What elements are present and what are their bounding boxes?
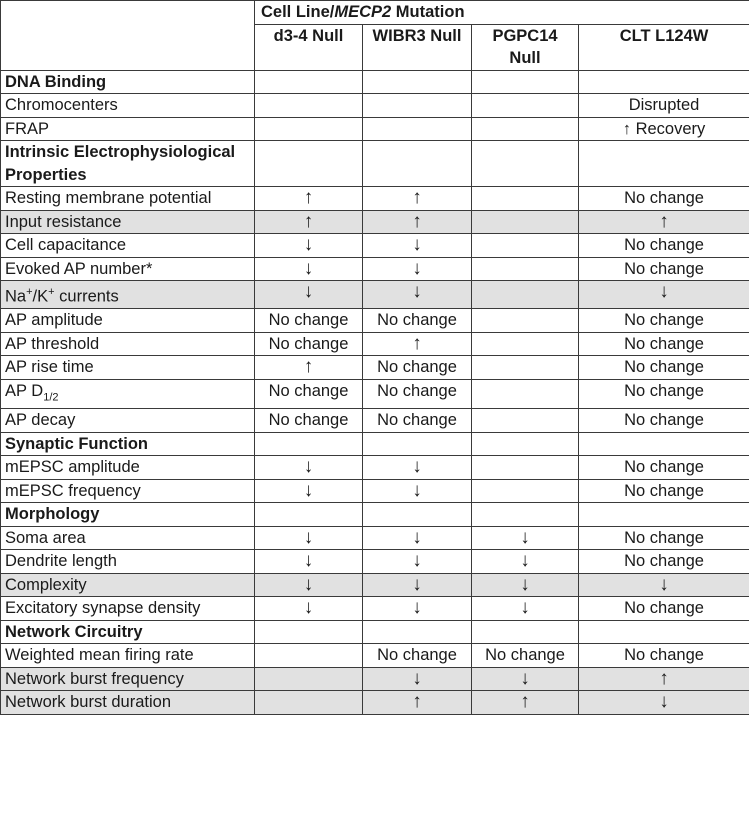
table-row-ap-d1-2 [1,379,749,409]
cell-d3-4: No change [255,309,363,333]
cell-pgpc14: ↓ [472,667,579,691]
cell-pgpc14 [472,281,579,309]
cell-pgpc14 [472,257,579,281]
cell-wibr3: ↑ [363,332,472,356]
cell-clt: No change [579,309,749,333]
cell-wibr3: ↑ [363,210,472,234]
table-body [1,70,749,714]
row-label: Resting membrane potential [1,187,255,211]
cell-pgpc14: ↓ [472,597,579,621]
header-group-row [1,1,749,25]
section-empty-cell [363,503,472,527]
row-label: mEPSC amplitude [1,456,255,480]
table-row-dendrite-length [1,550,749,574]
row-label: Dendrite length [1,550,255,574]
table-row-network-burst-duration [1,691,749,715]
table-row-ap-decay [1,409,749,433]
table-row-ap-threshold [1,332,749,356]
cell-pgpc14 [472,456,579,480]
table-row-mepsc-amplitude [1,456,749,480]
section-empty-cell [472,70,579,94]
section-empty-cell [255,432,363,456]
column-header-wibr3: WIBR3 Null [363,24,472,70]
cell-d3-4 [255,644,363,668]
cell-wibr3 [363,117,472,141]
section-empty-cell [255,620,363,644]
table-row-weighted-mean-firing-rate [1,644,749,668]
section-title: Intrinsic Electrophysiological Properties [1,141,255,187]
column-header-d3-4: d3-4 Null [255,24,363,70]
cell-d3-4: ↓ [255,550,363,574]
cell-wibr3: ↓ [363,667,472,691]
section-empty-cell [579,620,749,644]
header-group-title [255,1,749,25]
row-label: Chromocenters [1,94,255,118]
table-row-cell-capacitance [1,234,749,258]
row-label: Network burst frequency [1,667,255,691]
row-label: Network burst duration [1,691,255,715]
cell-d3-4: ↑ [255,210,363,234]
table-row-mepsc-frequency [1,479,749,503]
cell-d3-4 [255,117,363,141]
section-empty-cell [579,503,749,527]
row-label: AP amplitude [1,309,255,333]
cell-d3-4: ↓ [255,456,363,480]
cell-d3-4: No change [255,409,363,433]
cell-clt: ↑ [579,210,749,234]
section-row-network-circuitry [1,620,749,644]
cell-pgpc14 [472,479,579,503]
cell-clt: Disrupted [579,94,749,118]
cell-wibr3: No change [363,379,472,409]
section-empty-cell [255,70,363,94]
cell-clt: No change [579,187,749,211]
section-empty-cell [255,141,363,187]
section-empty-cell [363,620,472,644]
cell-clt: No change [579,379,749,409]
cell-clt: ↓ [579,691,749,715]
cell-pgpc14 [472,210,579,234]
cell-pgpc14 [472,94,579,118]
row-label: mEPSC frequency [1,479,255,503]
cell-clt: No change [579,356,749,380]
section-empty-cell [579,141,749,187]
cell-d3-4: ↑ [255,356,363,380]
cell-pgpc14 [472,379,579,409]
table-row-network-burst-frequency [1,667,749,691]
cell-d3-4: ↑ [255,187,363,211]
cell-d3-4: ↓ [255,257,363,281]
cell-d3-4: ↓ [255,526,363,550]
cell-d3-4: ↓ [255,479,363,503]
cell-d3-4 [255,94,363,118]
cell-d3-4 [255,691,363,715]
cell-wibr3: No change [363,309,472,333]
table-row-input-resistance [1,210,749,234]
section-empty-cell [472,503,579,527]
cell-wibr3: ↓ [363,281,472,309]
cell-wibr3: ↓ [363,479,472,503]
cell-d3-4: No change [255,332,363,356]
cell-clt: No change [579,456,749,480]
cell-wibr3: ↓ [363,234,472,258]
row-label: Soma area [1,526,255,550]
cell-clt: No change [579,550,749,574]
cell-d3-4: ↓ [255,573,363,597]
cell-clt: No change [579,526,749,550]
section-empty-cell [579,432,749,456]
cell-wibr3: No change [363,644,472,668]
cell-pgpc14 [472,356,579,380]
row-label: Cell capacitance [1,234,255,258]
table-row-chromocenters [1,94,749,118]
cell-wibr3: ↑ [363,187,472,211]
cell-d3-4: No change [255,379,363,409]
row-label: Weighted mean firing rate [1,644,255,668]
cell-d3-4: ↓ [255,281,363,309]
cell-d3-4 [255,667,363,691]
cell-pgpc14: ↓ [472,550,579,574]
section-row-morphology [1,503,749,527]
header-corner [1,1,255,71]
cell-clt: ↑ Recovery [579,117,749,141]
cell-wibr3: ↓ [363,257,472,281]
cell-wibr3: ↓ [363,573,472,597]
table-row-ap-rise-time [1,356,749,380]
cell-d3-4: ↓ [255,234,363,258]
cell-pgpc14: ↓ [472,573,579,597]
cell-clt: No change [579,234,749,258]
column-header-pgpc14: PGPC14 Null [472,24,579,70]
cell-wibr3 [363,94,472,118]
table-row-soma-area [1,526,749,550]
row-label: Evoked AP number* [1,257,255,281]
table-row-frap [1,117,749,141]
cell-clt: No change [579,479,749,503]
cell-wibr3: No change [363,356,472,380]
section-title: Morphology [1,503,255,527]
cell-wibr3: ↓ [363,550,472,574]
row-label: AP decay [1,409,255,433]
cell-wibr3: ↓ [363,526,472,550]
cell-wibr3: No change [363,409,472,433]
cell-wibr3: ↓ [363,597,472,621]
section-empty-cell [363,432,472,456]
table-row-ap-amplitude [1,309,749,333]
cell-pgpc14 [472,309,579,333]
section-row-synaptic-function [1,432,749,456]
row-label: Excitatory synapse density [1,597,255,621]
cell-pgpc14: ↑ [472,691,579,715]
table-row-excitatory-synapse-density [1,597,749,621]
section-empty-cell [579,70,749,94]
section-empty-cell [363,70,472,94]
section-title: DNA Binding [1,70,255,94]
cell-clt: No change [579,332,749,356]
row-label: AP threshold [1,332,255,356]
cell-wibr3: ↓ [363,456,472,480]
section-row-dna-binding [1,70,749,94]
cell-pgpc14 [472,332,579,356]
cell-pgpc14 [472,117,579,141]
cell-pgpc14 [472,187,579,211]
section-empty-cell [472,141,579,187]
table-row-na-k-currents [1,281,749,309]
section-title: Synaptic Function [1,432,255,456]
column-header-clt: CLT L124W [579,24,749,70]
cell-clt: ↓ [579,281,749,309]
cell-pgpc14: ↓ [472,526,579,550]
table-row-complexity [1,573,749,597]
header-gene-name: MECP2 [334,3,392,21]
cell-pgpc14 [472,234,579,258]
row-label: Input resistance [1,210,255,234]
row-label: AP $D_{1/2}$ [1,379,255,409]
section-empty-cell [255,503,363,527]
cell-clt: No change [579,257,749,281]
row-label: AP rise time [1,356,255,380]
cell-clt: No change [579,409,749,433]
cell-clt: No change [579,644,749,668]
cell-pgpc14: No change [472,644,579,668]
section-title: Network Circuitry [1,620,255,644]
cell-clt: No change [579,597,749,621]
table-row-resting-membrane-potential [1,187,749,211]
row-label: FRAP [1,117,255,141]
section-empty-cell [472,620,579,644]
cell-wibr3: ↑ [363,691,472,715]
row-label: Complexity [1,573,255,597]
cell-d3-4: ↓ [255,597,363,621]
section-empty-cell [472,432,579,456]
cell-clt: ↑ [579,667,749,691]
table-row-evoked-ap-number [1,257,749,281]
header-group-suffix: Mutation [391,3,465,21]
header-group-prefix: Cell Line/ [261,3,335,21]
section-row-intrinsic-electrophysiological-properties [1,141,749,187]
section-empty-cell [363,141,472,187]
row-label: Na+/K+ currents [1,281,255,309]
cell-pgpc14 [472,409,579,433]
cell-clt: ↓ [579,573,749,597]
